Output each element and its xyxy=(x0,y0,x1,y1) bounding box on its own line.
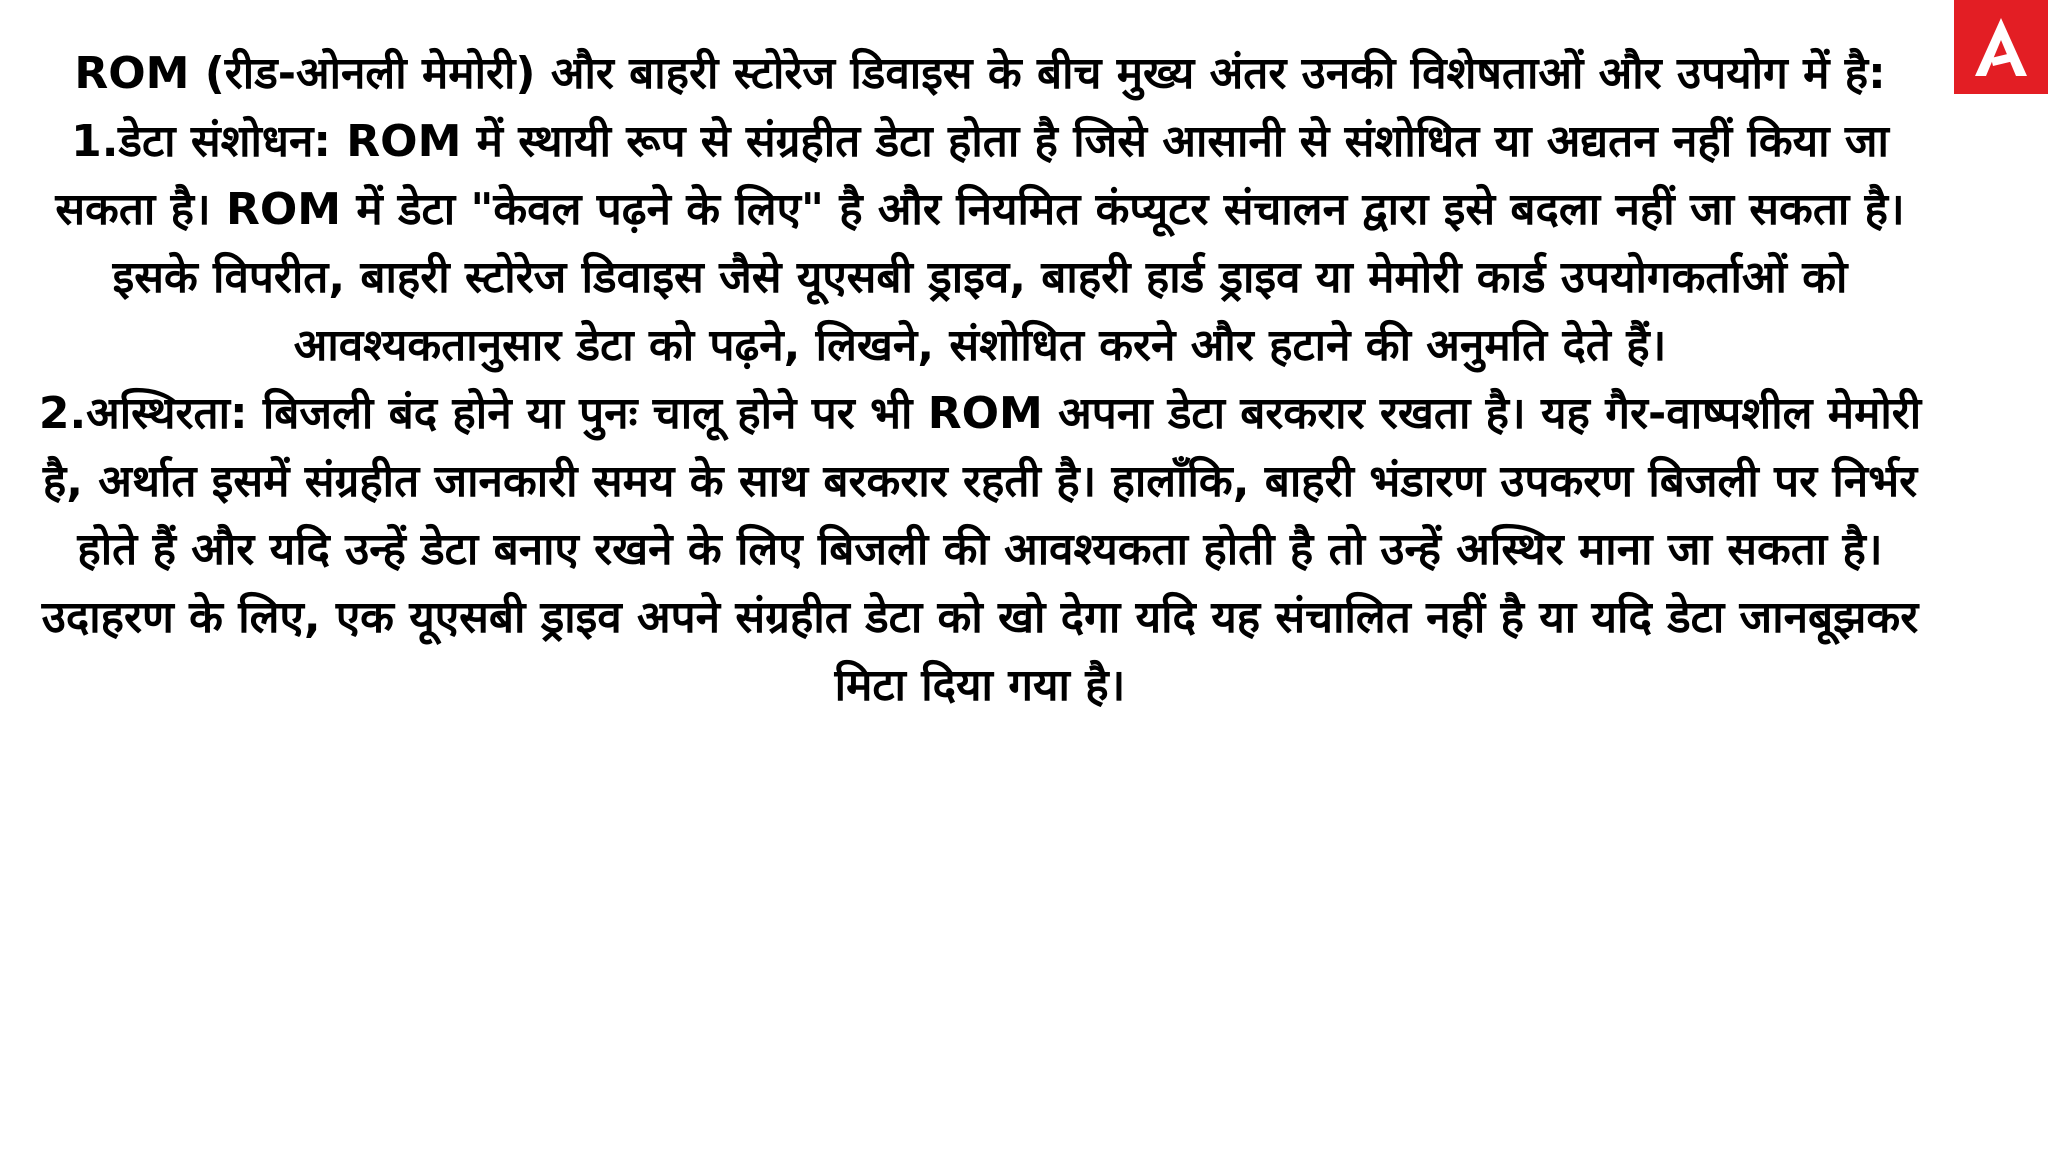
point-1-paragraph: 1.डेटा संशोधन: ROM में स्थायी रूप से संग्रहीत डेटा होता है जिसे आसानी से संशोधित या अद्यतन नहीं किया जा सकता है। ROM में डेटा "केवल पढ़ने के लिए" है और नियमित कंप्यूटर संचालन द्वारा इसे बदला नहीं जा सकता है। इसके विपरीत, बाहरी स्टोरेज डिवाइस जैसे यूएसबी ड्राइव, बाहरी हार्ड ड्राइव या मेमोरी कार्ड उपयोगकर्ताओं को आवश्यकतानुसार डेटा को पढ़ने, लिखने, संशोधित करने और हटाने की अनुमति देते हैं। xyxy=(55,116,1905,371)
intro-paragraph: ROM (रीड-ओनली मेमोरी) और बाहरी स्टोरेज डिवाइस के बीच मुख्य अंतर उनकी विशेषताओं और उपयोग में है: xyxy=(74,48,1886,99)
brand-logo xyxy=(1954,0,2048,94)
point-2-paragraph: 2.अस्थिरता: बिजली बंद होने या पुनः चालू होने पर भी ROM अपना डेटा बरकरार रखता है। यह गैर-वाष्पशील मेमोरी है, अर्थात इसमें संग्रहीत जानकारी समय के साथ बरकरार रहती है। हालाँकि, बाहरी भंडारण उपकरण बिजली पर निर्भर होते हैं और यदि उन्हें डेटा बनाए रखने के लिए बिजली की आवश्यकता होती है तो उन्हें अस्थिर माना जा सकता है। उदाहरण के लिए, एक यूएसबी ड्राइव अपने संग्रहीत डेटा को खो देगा यदि यह संचालित नहीं है या यदि डेटा जानबूझकर मिटा दिया गया है। xyxy=(38,388,1922,711)
main-text xyxy=(30,40,1930,720)
adda247-logo-icon xyxy=(1954,0,2048,94)
